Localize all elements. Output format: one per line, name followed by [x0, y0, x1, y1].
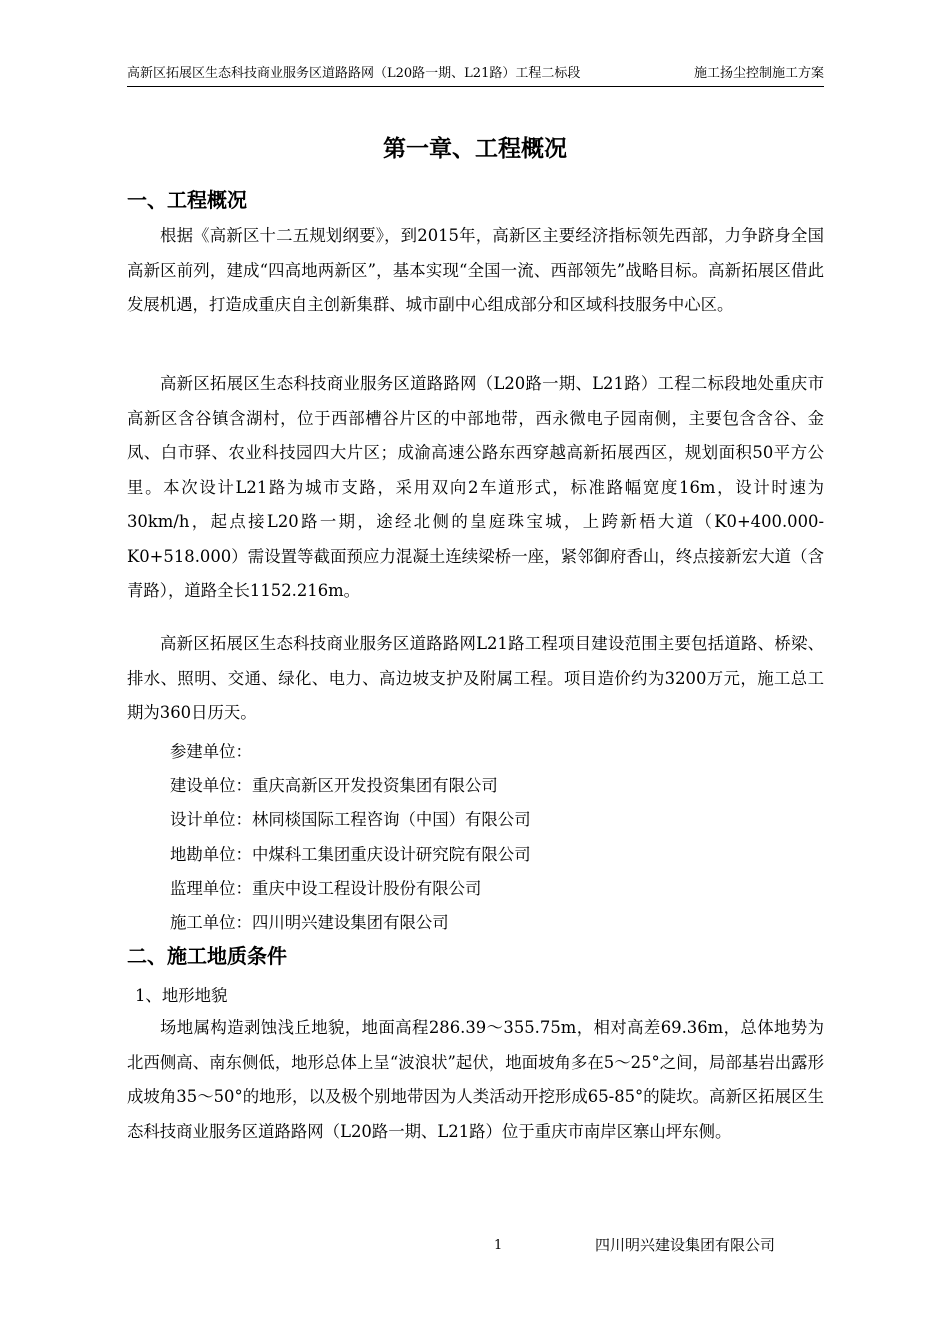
chapter-title: 第一章、工程概况 [383, 136, 567, 162]
paragraph-scope: 高新区拓展区生态科技商业服务区道路路网L21路工程项目建设范围主要包括道路、桥梁、排水、照明、交通、绿化、电力、高边坡支护及附属工程。项目造价约为3200万元，施工总工期为360日历天。 [127, 634, 824, 722]
header-project-title: 高新区拓展区生态科技商业服务区道路路网（L20路一期、L21路）工程二标段 [127, 66, 581, 81]
subheading-terrain: 1、地形地貌 [135, 986, 228, 1005]
participant-supervisor: 监理单位：重庆中设工程设计股份有限公司 [170, 879, 482, 898]
participant-contractor: 施工单位：四川明兴建设集团有限公司 [170, 913, 449, 932]
footer-company: 四川明兴建设集团有限公司 [595, 1236, 776, 1254]
section-title-geology: 二、施工地质条件 [127, 944, 287, 968]
header-divider [127, 86, 824, 87]
participant-owner: 建设单位：重庆高新区开发投资集团有限公司 [170, 776, 498, 795]
participant-surveyor: 地勘单位：中煤科工集团重庆设计研究院有限公司 [170, 845, 531, 864]
paragraph-location: 高新区拓展区生态科技商业服务区道路路网（L20路一期、L21路）工程二标段地处重庆市高新区含谷镇含湖村，位于西部槽谷片区的中部地带，西永微电子园南侧，主要包含含谷、金凤、白市驿、农业科技园四大片区；成渝高速公路东西穿越高新拓展西区，规划面积50平方公里。本次设计L21路为城市支路，采用双向2车道形式，标准路幅宽度16m，设计时速为30km/h，起点接L20路一期，途经北侧的皇庭珠宝城，上跨新梧大道（K0+400.000-K0+518.000）需设置等截面预应力混凝土连续梁桥一座，紧邻御府香山，终点接新宏大道（含青路），道路全长1152.216m。 [127, 374, 824, 600]
section-title-overview: 一、工程概况 [127, 188, 247, 212]
participants-heading: 参建单位： [170, 742, 252, 761]
participant-designer: 设计单位：林同棪国际工程咨询（中国）有限公司 [170, 810, 531, 829]
paragraph-planning: 根据《高新区十二五规划纲要》，到2015年，高新区主要经济指标领先西部，力争跻身全国高新区前列，建成“四高地两新区”，基本实现“全国一流、西部领先”战略目标。高新拓展区借此发展机遇，打造成重庆自主创新集群、城市副中心组成部分和区域科技服务中心区。 [127, 226, 824, 314]
page-number: 1 [494, 1238, 503, 1253]
header-document-title: 施工扬尘控制施工方案 [693, 66, 824, 81]
paragraph-terrain: 场地属构造剥蚀浅丘地貌，地面高程286.39～355.75m，相对高差69.36m，总体地势为北西侧高、南东侧低，地形总体上呈“波浪状”起伏，地面坡角多在5～25°之间，局部基岩出露形成坡角35～50°的地形，以及极个别地带因为人类活动开挖形成65-85°的陡坎。高新区拓展区生态科技商业服务区道路路网（L20路一期、L21路）位于重庆市南岸区寨山坪东侧。 [127, 1018, 824, 1141]
page-header [127, 66, 824, 86]
